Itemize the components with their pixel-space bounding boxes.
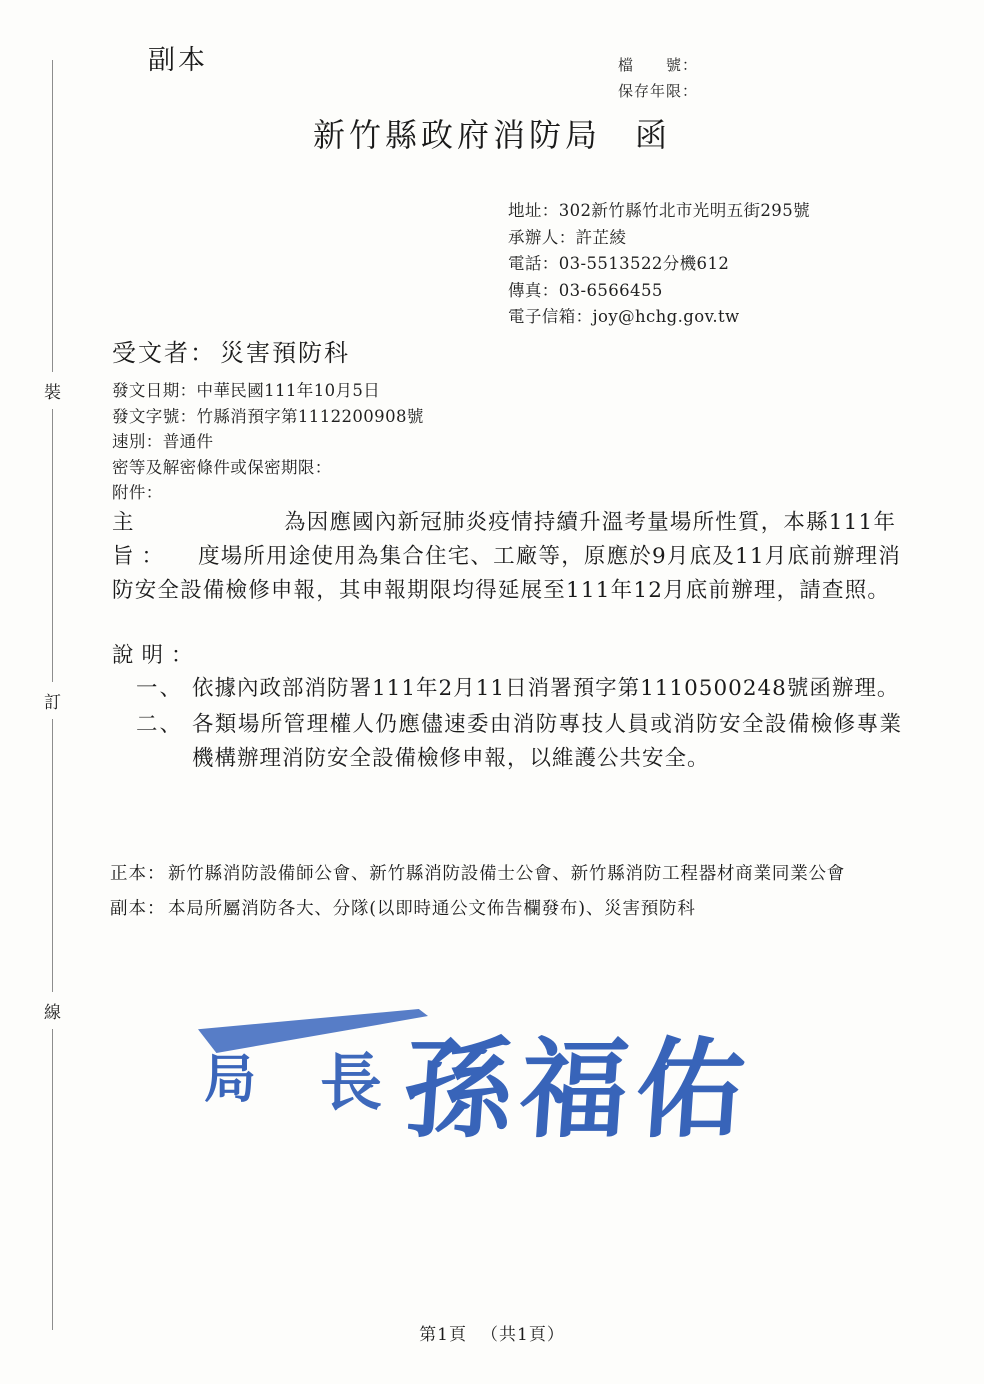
list-item — [136, 672, 902, 706]
recipient-line — [112, 333, 350, 368]
issue-date: 發文日期：中華民國111年10月5日 — [112, 381, 381, 400]
binding-mark-2: 訂 — [40, 682, 66, 719]
signature-name: 孫福佑 — [399, 1027, 757, 1153]
speed-level: 速別：普通件 — [112, 432, 214, 451]
recipient-value: 災害預防科 — [220, 339, 350, 367]
distribution-primary-label: 正本： — [110, 864, 166, 884]
contact-phone: 電話：03-5513522分機612 — [508, 254, 730, 273]
subject-label: 主旨： — [112, 510, 172, 569]
description-label: 說明： — [112, 643, 201, 668]
description-item-text: 依據內政部消防署111年2月11日消署預字第1110500248號函辦理。 — [192, 676, 900, 701]
contact-address: 地址：302新竹縣竹北市光明五街295號 — [508, 201, 810, 220]
page-footer — [0, 1320, 984, 1345]
distribution-copy — [110, 895, 900, 924]
contact-block — [508, 198, 810, 331]
distribution-block — [110, 860, 900, 930]
file-number-row — [618, 52, 698, 78]
issue-number: 發文字號：竹縣消預字第1112200908號 — [112, 406, 424, 426]
recipient-label: 受文者： — [112, 339, 216, 367]
distribution-copy-label: 副本： — [110, 899, 166, 919]
distribution-primary-text: 新竹縣消防設備師公會、新竹縣消防設備士公會、新竹縣消防工程器材商業同業公會 — [168, 864, 846, 884]
issuing-agency: 新竹縣政府消防局 — [312, 116, 601, 154]
signature-title-char: 局 — [204, 1049, 259, 1110]
distribution-primary — [110, 860, 900, 889]
subject-section — [112, 506, 902, 608]
document-type: 函 — [635, 116, 672, 154]
contact-officer: 承辦人：許芷綾 — [508, 227, 627, 247]
file-meta-block — [618, 52, 698, 104]
retention-row — [618, 78, 698, 104]
copy-label: 副本 — [148, 45, 208, 76]
retention-label: 保存年限： — [618, 82, 699, 100]
list-item — [136, 708, 902, 776]
contact-email: 電子信箱：joy@hchg.gov.tw — [508, 307, 740, 326]
binding-mark-1: 裝 — [40, 372, 66, 409]
document-title — [0, 110, 984, 156]
page-number: 第1頁 — [419, 1325, 467, 1345]
distribution-copy-text: 本局所屬消防各大、分隊(以即時通公文佈告欄發布)、災害預防科 — [168, 899, 696, 919]
attachments: 附件： — [112, 483, 163, 502]
description-item-text: 各類場所管理權人仍應儘速委由消防專技人員或消防安全設備檢修專業機構辦理消防安全設備檢修申報，以維護公共安全。 — [192, 712, 902, 771]
description-item-number: 二、 — [136, 712, 184, 737]
signature-title-char2: 長 — [320, 1046, 383, 1119]
file-number-label: 檔 號： — [618, 56, 699, 74]
description-item-number: 一、 — [136, 676, 184, 701]
description-list — [136, 672, 902, 778]
signature-stamp — [190, 995, 770, 1165]
subject-text: 為因應國內新冠肺炎疫情持續升溫考量場所性質，本縣111年度場所用途使用為集合住宅、工廠等，原應於9月底及11月底前辦理消防安全設備檢修申報，其申報期限均得延展至111年12月底前辦理，請查照。 — [112, 510, 901, 603]
contact-fax: 傳真：03-6566455 — [508, 280, 663, 300]
confidentiality: 密等及解密條件或保密期限： — [112, 457, 332, 477]
binding-mark-3: 線 — [40, 992, 66, 1029]
page-total: （共1頁） — [481, 1325, 565, 1345]
meta-lines-block — [112, 378, 424, 506]
